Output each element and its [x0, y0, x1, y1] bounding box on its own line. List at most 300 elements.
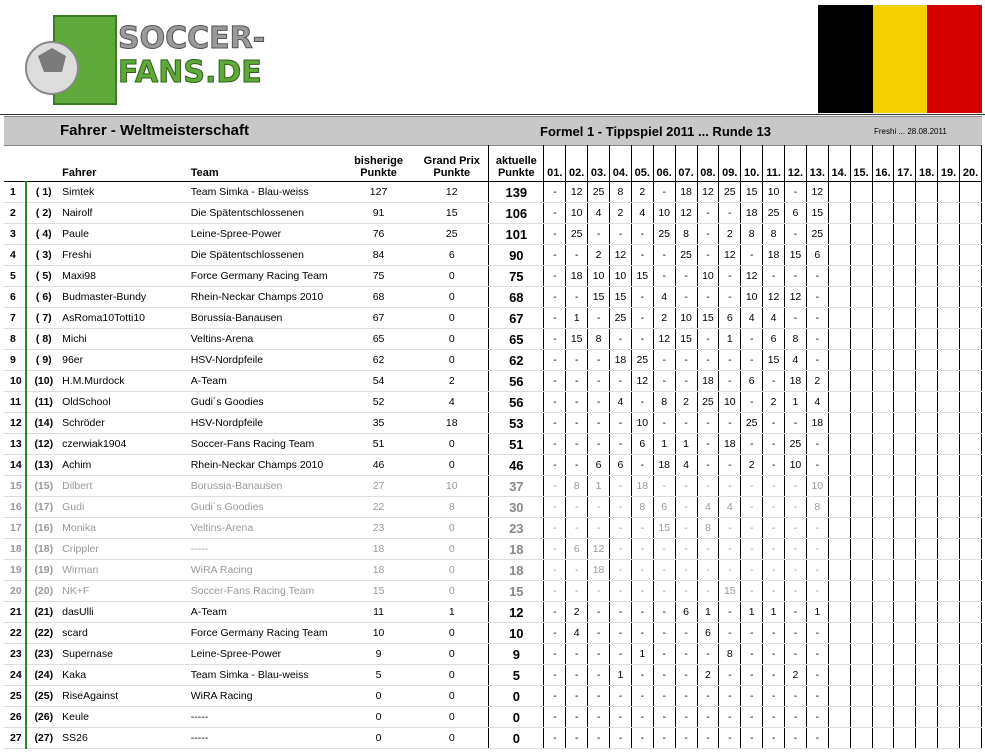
round-points-cell: -: [610, 224, 632, 245]
rank-cell: 6: [4, 287, 26, 308]
round-points-cell: -: [610, 413, 632, 434]
round-points-cell: [938, 224, 960, 245]
round-points-cell: 18: [653, 455, 675, 476]
previous-points-cell: 23: [342, 518, 415, 539]
round-points-cell: 8: [806, 497, 828, 518]
round-points-cell: -: [697, 434, 719, 455]
round-points-cell: -: [588, 392, 610, 413]
driver-name-cell: SS26: [60, 728, 189, 749]
round-points-cell: [850, 245, 872, 266]
round-points-cell: [938, 623, 960, 644]
round-points-cell: [960, 518, 982, 539]
previous-points-cell: 65: [342, 329, 415, 350]
round-points-cell: 15: [653, 518, 675, 539]
grand-prix-points-cell: 4: [415, 392, 488, 413]
round-points-cell: -: [631, 329, 653, 350]
round-points-cell: 4: [806, 392, 828, 413]
round-points-cell: -: [566, 392, 588, 413]
round-points-cell: [894, 350, 916, 371]
round-points-cell: [850, 560, 872, 581]
round-points-cell: -: [631, 455, 653, 476]
team-name-cell: Force Germany Racing Team: [189, 623, 342, 644]
round-points-cell: 1: [806, 602, 828, 623]
round-points-cell: -: [588, 350, 610, 371]
round-points-cell: 10: [763, 182, 785, 203]
round-points-cell: -: [741, 539, 763, 560]
round-points-cell: -: [653, 182, 675, 203]
col-bisherige-line1: bisherige: [354, 155, 403, 167]
driver-name-cell: H.M.Murdock: [60, 371, 189, 392]
col-round-7: 07.: [675, 145, 697, 182]
round-points-cell: 6: [653, 497, 675, 518]
round-points-cell: -: [806, 287, 828, 308]
team-name-cell: WiRA Racing: [189, 686, 342, 707]
round-points-cell: [828, 560, 850, 581]
author-date: Freshi ... 28.08.2011: [874, 127, 947, 136]
round-points-cell: 12: [675, 203, 697, 224]
round-points-cell: [894, 203, 916, 224]
table-row: [4, 539, 982, 560]
round-points-cell: [960, 245, 982, 266]
round-points-cell: [916, 413, 938, 434]
round-points-cell: -: [631, 287, 653, 308]
round-points-cell: 2: [697, 665, 719, 686]
round-points-cell: 25: [610, 308, 632, 329]
round-points-cell: [828, 707, 850, 728]
round-points-cell: [894, 392, 916, 413]
team-name-cell: Die Spätentschlossenen: [189, 245, 342, 266]
page-header: [0, 0, 985, 115]
round-points-cell: -: [806, 308, 828, 329]
round-points-cell: -: [544, 686, 566, 707]
round-points-cell: -: [675, 518, 697, 539]
driver-name-cell: Nairolf: [60, 203, 189, 224]
previous-points-cell: 18: [342, 560, 415, 581]
round-points-cell: -: [719, 728, 741, 749]
rank-cell: 5: [4, 266, 26, 287]
round-points-cell: [850, 476, 872, 497]
round-points-cell: 4: [741, 308, 763, 329]
round-points-cell: -: [763, 413, 785, 434]
round-points-cell: -: [653, 644, 675, 665]
col-round-13: 13.: [806, 145, 828, 182]
round-points-cell: 12: [719, 245, 741, 266]
team-name-cell: WiRA Racing: [189, 560, 342, 581]
round-points-cell: 25: [653, 224, 675, 245]
round-points-cell: [894, 329, 916, 350]
current-points-cell: 15: [489, 581, 544, 602]
round-points-cell: -: [544, 539, 566, 560]
team-name-cell: Die Spätentschlossenen: [189, 203, 342, 224]
round-points-cell: -: [566, 434, 588, 455]
round-points-cell: -: [697, 728, 719, 749]
round-points-cell: [872, 602, 894, 623]
round-points-cell: 2: [653, 308, 675, 329]
round-points-cell: -: [741, 497, 763, 518]
round-points-cell: [960, 329, 982, 350]
round-points-cell: -: [566, 245, 588, 266]
driver-name-cell: Michi: [60, 329, 189, 350]
round-points-cell: [894, 182, 916, 203]
round-points-cell: -: [763, 497, 785, 518]
previous-points-cell: 51: [342, 434, 415, 455]
round-points-cell: [894, 413, 916, 434]
header-row: [4, 145, 982, 182]
current-points-cell: 62: [489, 350, 544, 371]
round-points-cell: -: [588, 728, 610, 749]
previous-points-cell: 10: [342, 623, 415, 644]
grand-prix-points-cell: 2: [415, 371, 488, 392]
round-points-cell: -: [806, 665, 828, 686]
round-points-cell: -: [785, 266, 807, 287]
round-points-cell: -: [719, 266, 741, 287]
grand-prix-points-cell: 6: [415, 245, 488, 266]
round-points-cell: -: [588, 413, 610, 434]
round-points-cell: [916, 245, 938, 266]
round-points-cell: 15: [588, 287, 610, 308]
round-points-cell: 6: [763, 329, 785, 350]
round-points-cell: [938, 350, 960, 371]
round-points-cell: -: [763, 371, 785, 392]
previous-rank-cell: (13): [26, 455, 60, 476]
round-points-cell: -: [763, 707, 785, 728]
round-points-cell: -: [741, 329, 763, 350]
grand-prix-points-cell: 0: [415, 455, 488, 476]
round-points-cell: 1: [763, 602, 785, 623]
round-points-cell: 15: [697, 308, 719, 329]
team-name-cell: Gudi´s Goodies: [189, 497, 342, 518]
round-points-cell: 15: [806, 203, 828, 224]
grand-prix-points-cell: 0: [415, 707, 488, 728]
col-round-3: 03.: [588, 145, 610, 182]
table-row: [4, 686, 982, 707]
round-points-cell: [828, 518, 850, 539]
round-points-cell: -: [610, 686, 632, 707]
round-points-cell: [850, 203, 872, 224]
col-round-8: 08.: [697, 145, 719, 182]
previous-points-cell: 0: [342, 728, 415, 749]
round-points-cell: -: [653, 476, 675, 497]
previous-points-cell: 52: [342, 392, 415, 413]
round-points-cell: 18: [806, 413, 828, 434]
page-title: Fahrer - Weltmeisterschaft: [60, 122, 249, 139]
round-points-cell: -: [588, 224, 610, 245]
round-points-cell: -: [806, 728, 828, 749]
grand-prix-points-cell: 0: [415, 539, 488, 560]
round-points-cell: -: [544, 245, 566, 266]
rank-cell: 13: [4, 434, 26, 455]
round-points-cell: -: [806, 581, 828, 602]
round-points-cell: 15: [719, 581, 741, 602]
team-name-cell: HSV-Nordpfeile: [189, 350, 342, 371]
round-points-cell: -: [675, 350, 697, 371]
round-points-cell: -: [631, 602, 653, 623]
round-points-cell: 15: [566, 329, 588, 350]
round-points-cell: -: [697, 707, 719, 728]
round-points-cell: -: [544, 623, 566, 644]
round-points-cell: [938, 686, 960, 707]
team-name-cell: Borussia-Banausen: [189, 476, 342, 497]
title-bar: [4, 116, 982, 146]
previous-points-cell: 127: [342, 182, 415, 203]
round-points-cell: -: [763, 518, 785, 539]
driver-name-cell: Simtek: [60, 182, 189, 203]
round-points-cell: 10: [741, 287, 763, 308]
round-points-cell: 1: [697, 602, 719, 623]
rank-cell: 25: [4, 686, 26, 707]
previous-points-cell: 62: [342, 350, 415, 371]
previous-points-cell: 91: [342, 203, 415, 224]
current-points-cell: 65: [489, 329, 544, 350]
round-points-cell: [916, 728, 938, 749]
round-points-cell: [916, 182, 938, 203]
round-points-cell: [916, 224, 938, 245]
round-points-cell: [916, 434, 938, 455]
round-points-cell: -: [806, 455, 828, 476]
previous-rank-cell: ( 6): [26, 287, 60, 308]
round-points-cell: -: [741, 245, 763, 266]
round-points-cell: -: [588, 644, 610, 665]
table-row: [4, 413, 982, 434]
round-points-cell: -: [719, 539, 741, 560]
round-points-cell: 10: [806, 476, 828, 497]
driver-name-cell: 96er: [60, 350, 189, 371]
round-points-cell: [872, 476, 894, 497]
round-points-cell: -: [566, 371, 588, 392]
round-points-cell: 12: [566, 182, 588, 203]
round-points-cell: [872, 245, 894, 266]
round-points-cell: [828, 434, 850, 455]
round-points-cell: [850, 644, 872, 665]
grand-prix-points-cell: 10: [415, 476, 488, 497]
round-points-cell: [828, 602, 850, 623]
round-points-cell: -: [610, 539, 632, 560]
round-points-cell: [872, 308, 894, 329]
round-points-cell: -: [806, 707, 828, 728]
round-points-cell: [850, 266, 872, 287]
round-points-cell: -: [653, 371, 675, 392]
round-points-cell: -: [806, 539, 828, 560]
round-points-cell: [828, 392, 850, 413]
round-points-cell: [828, 623, 850, 644]
round-points-cell: -: [741, 476, 763, 497]
rank-cell: 3: [4, 224, 26, 245]
table-row: [4, 224, 982, 245]
round-points-cell: -: [610, 560, 632, 581]
round-points-cell: [960, 392, 982, 413]
current-points-cell: 106: [489, 203, 544, 224]
round-points-cell: [894, 518, 916, 539]
round-points-cell: [894, 560, 916, 581]
rank-cell: 11: [4, 392, 26, 413]
round-points-cell: [960, 644, 982, 665]
round-points-cell: -: [719, 686, 741, 707]
round-points-cell: -: [653, 560, 675, 581]
current-points-cell: 0: [489, 686, 544, 707]
grand-prix-points-cell: 0: [415, 623, 488, 644]
driver-name-cell: Crippler: [60, 539, 189, 560]
round-points-cell: [828, 350, 850, 371]
table-row: [4, 203, 982, 224]
table-row: [4, 392, 982, 413]
previous-points-cell: 46: [342, 455, 415, 476]
round-points-cell: -: [544, 329, 566, 350]
rank-cell: 4: [4, 245, 26, 266]
round-points-cell: -: [741, 728, 763, 749]
team-name-cell: Borussia-Banausen: [189, 308, 342, 329]
previous-points-cell: 0: [342, 686, 415, 707]
round-points-cell: 18: [719, 434, 741, 455]
round-points-cell: 4: [588, 203, 610, 224]
round-points-cell: 15: [741, 182, 763, 203]
team-name-cell: Leine-Spree-Power: [189, 224, 342, 245]
round-points-cell: -: [675, 371, 697, 392]
round-points-cell: -: [566, 518, 588, 539]
round-points-cell: -: [610, 728, 632, 749]
round-points-cell: [850, 308, 872, 329]
round-points-cell: -: [719, 476, 741, 497]
round-points-cell: 8: [610, 182, 632, 203]
round-points-cell: -: [675, 497, 697, 518]
round-points-cell: [938, 728, 960, 749]
round-points-cell: 10: [631, 413, 653, 434]
round-points-cell: 2: [566, 602, 588, 623]
round-points-cell: -: [588, 602, 610, 623]
round-points-cell: -: [588, 623, 610, 644]
previous-points-cell: 27: [342, 476, 415, 497]
previous-points-cell: 68: [342, 287, 415, 308]
round-points-cell: 1: [588, 476, 610, 497]
round-points-cell: [828, 245, 850, 266]
team-name-cell: Soccer-Fans Racing Team: [189, 434, 342, 455]
driver-name-cell: Supernase: [60, 644, 189, 665]
previous-rank-cell: ( 1): [26, 182, 60, 203]
grand-prix-points-cell: 0: [415, 560, 488, 581]
round-points-cell: -: [763, 455, 785, 476]
current-points-cell: 30: [489, 497, 544, 518]
table-row: [4, 455, 982, 476]
round-points-cell: [850, 518, 872, 539]
round-points-cell: -: [588, 665, 610, 686]
round-points-cell: -: [544, 182, 566, 203]
round-points-cell: -: [610, 581, 632, 602]
round-points-cell: -: [741, 434, 763, 455]
round-points-cell: [960, 413, 982, 434]
rank-cell: 20: [4, 581, 26, 602]
previous-rank-cell: (11): [26, 392, 60, 413]
round-points-cell: -: [675, 707, 697, 728]
round-points-cell: [850, 497, 872, 518]
round-points-cell: -: [719, 350, 741, 371]
round-points-cell: [828, 266, 850, 287]
round-points-cell: [850, 665, 872, 686]
round-points-cell: [916, 644, 938, 665]
round-points-cell: -: [544, 392, 566, 413]
grand-prix-points-cell: 0: [415, 287, 488, 308]
round-points-cell: -: [610, 476, 632, 497]
rank-cell: 16: [4, 497, 26, 518]
round-points-cell: [916, 707, 938, 728]
table-row: [4, 476, 982, 497]
driver-name-cell: Schröder: [60, 413, 189, 434]
previous-points-cell: 9: [342, 644, 415, 665]
round-points-cell: [938, 455, 960, 476]
round-points-cell: [872, 329, 894, 350]
round-points-cell: -: [741, 623, 763, 644]
round-title: Formel 1 - Tippspiel 2011 ... Runde 13: [540, 124, 771, 139]
table-row: [4, 266, 982, 287]
previous-rank-cell: ( 5): [26, 266, 60, 287]
round-points-cell: 6: [588, 455, 610, 476]
round-points-cell: [894, 308, 916, 329]
col-round-15: 15.: [850, 145, 872, 182]
round-points-cell: 10: [697, 266, 719, 287]
grand-prix-points-cell: 12: [415, 182, 488, 203]
round-points-cell: 4: [631, 203, 653, 224]
round-points-cell: -: [806, 560, 828, 581]
round-points-cell: -: [719, 623, 741, 644]
rank-cell: 23: [4, 644, 26, 665]
current-points-cell: 0: [489, 707, 544, 728]
previous-rank-cell: (17): [26, 497, 60, 518]
round-points-cell: -: [675, 476, 697, 497]
round-points-cell: -: [785, 518, 807, 539]
grand-prix-points-cell: 15: [415, 203, 488, 224]
round-points-cell: [828, 203, 850, 224]
round-points-cell: -: [763, 560, 785, 581]
rank-cell: 15: [4, 476, 26, 497]
round-points-cell: -: [588, 581, 610, 602]
round-points-cell: [960, 203, 982, 224]
round-points-cell: -: [697, 455, 719, 476]
round-points-cell: [894, 371, 916, 392]
grand-prix-points-cell: 25: [415, 224, 488, 245]
round-points-cell: -: [566, 644, 588, 665]
round-points-cell: [850, 182, 872, 203]
round-points-cell: -: [785, 623, 807, 644]
col-round-17: 17.: [894, 145, 916, 182]
flag-stripe-yellow: [873, 5, 928, 113]
round-points-cell: [894, 644, 916, 665]
round-points-cell: -: [653, 602, 675, 623]
previous-points-cell: 84: [342, 245, 415, 266]
round-points-cell: -: [675, 665, 697, 686]
round-points-cell: 8: [631, 497, 653, 518]
round-points-cell: -: [631, 308, 653, 329]
round-points-cell: -: [675, 413, 697, 434]
round-points-cell: -: [785, 728, 807, 749]
round-points-cell: 8: [741, 224, 763, 245]
round-points-cell: [872, 581, 894, 602]
table-row: [4, 245, 982, 266]
round-points-cell: 12: [763, 287, 785, 308]
current-points-cell: 101: [489, 224, 544, 245]
round-points-cell: -: [631, 392, 653, 413]
round-points-cell: [828, 413, 850, 434]
round-points-cell: 2: [610, 203, 632, 224]
team-name-cell: Force Germany Racing Team: [189, 266, 342, 287]
table-row: [4, 602, 982, 623]
round-points-cell: 4: [719, 497, 741, 518]
round-points-cell: -: [588, 518, 610, 539]
round-points-cell: [828, 329, 850, 350]
col-aktuelle: [489, 145, 544, 182]
soccer-fans-logo: [24, 12, 274, 108]
round-points-cell: -: [763, 539, 785, 560]
round-points-cell: -: [697, 539, 719, 560]
driver-name-cell: AsRoma10Totti10: [60, 308, 189, 329]
previous-rank-cell: ( 7): [26, 308, 60, 329]
